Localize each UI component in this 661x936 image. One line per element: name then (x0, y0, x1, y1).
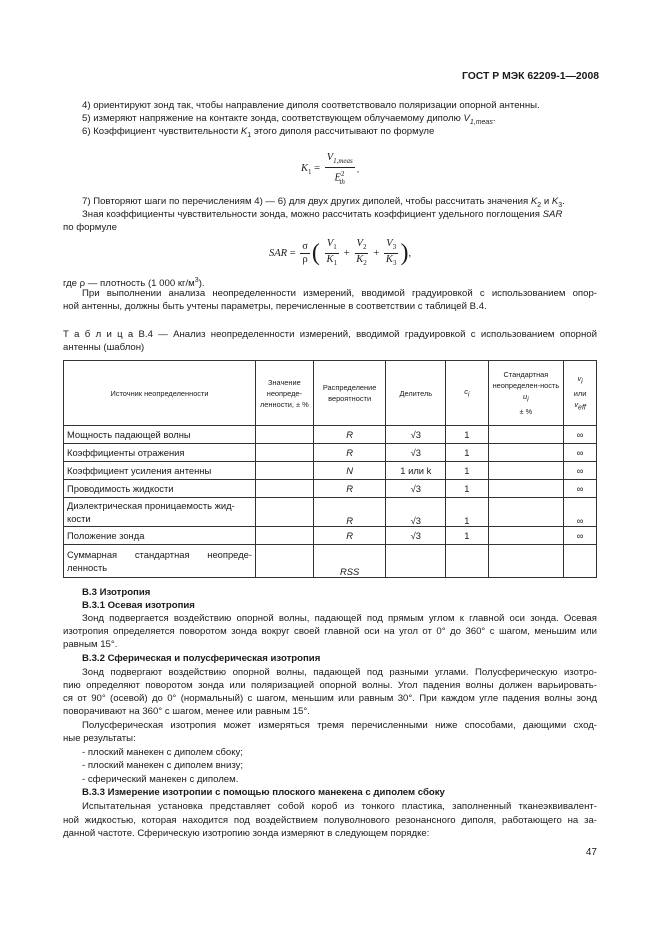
header-vi-sub: i (581, 378, 583, 386)
formula-sar-sigma: σ (302, 241, 308, 253)
uncertainty-table (63, 360, 597, 578)
b32-para2-line-2: ные результаты: (63, 733, 136, 744)
row-distribution: R (313, 444, 386, 462)
para-8-sar: SAR (542, 209, 563, 220)
formula-sar-v1: V (326, 238, 334, 249)
row-std (488, 426, 564, 444)
step-6-var: K (240, 126, 248, 137)
b31-para-line-1: Зонд подвергается воздействию опорной волны, падающей под прямым углом к главной оси зонда. Осевая (82, 613, 597, 624)
formula-sar-sigma-rho (300, 241, 310, 266)
row-std (488, 527, 564, 545)
row-dof: ∞ (564, 527, 597, 545)
row-divisor: √3 (386, 527, 446, 545)
row-std (488, 498, 564, 527)
row-ci: 1 (446, 462, 488, 480)
section-b3-heading: В.3 Изотропия (82, 587, 151, 598)
formula-k1-tail: . (356, 164, 360, 176)
table-row (64, 480, 597, 498)
header-dof (564, 361, 597, 426)
formula-k1-num-sub: 1,meas (333, 157, 353, 166)
formula-sar-tail: , (408, 248, 412, 260)
row-dof: ∞ (564, 426, 597, 444)
step-6 (82, 125, 434, 142)
row-divisor: √3 (386, 426, 446, 444)
row-ci: 1 (446, 480, 488, 498)
formula-k1-num: V (326, 152, 334, 163)
row-source: Мощность падающей волны (64, 426, 256, 444)
row-source-line-1: Диэлектрическая проницаемость жид- (67, 500, 235, 511)
row-source-line-2: кости (67, 513, 91, 524)
formula-sar-k2: K (356, 254, 364, 266)
table-row (64, 527, 597, 545)
row-value (256, 480, 314, 498)
row-std (488, 444, 564, 462)
total-std (488, 545, 564, 578)
list-item: - плоский манекен с диполем сбоку; (82, 747, 243, 758)
total-source-line-2: ленность (67, 562, 108, 573)
formula-k1-lhs-sub: 1 (308, 168, 312, 177)
formula-k1-den: E (334, 172, 341, 184)
formula-sar-rparen: ) (400, 240, 409, 267)
header-veff-sub: eff (578, 403, 586, 411)
row-ci: 1 (446, 527, 488, 545)
formula-sar-v3-sub: 3 (392, 243, 397, 252)
formula-sar-plus-1: + (341, 248, 353, 260)
formula-sar-k3: K (385, 254, 393, 266)
b31-para-line-3: равным 15°. (63, 639, 118, 650)
step-4: 4) ориентируют зонд так, чтобы направление диполя соответствовало поляризации опорной антенны. (82, 100, 540, 111)
step-7-k2-sub: 2 (537, 201, 542, 209)
header-std-unit: ± % (519, 406, 533, 416)
table-row (64, 426, 597, 444)
formula-k1-lhs: K (301, 163, 309, 175)
header-std-uncertainty (488, 361, 564, 426)
header-source: Источник неопределенности (64, 361, 256, 426)
row-ci: 1 (446, 426, 488, 444)
table-total-row (64, 545, 597, 578)
formula-k1-den-sup: 2 (340, 170, 345, 179)
step-7-k3-sub: 3 (558, 201, 563, 209)
row-dof: ∞ (564, 444, 597, 462)
formula-k1-fraction (325, 152, 355, 188)
list-item: - сферический манекен с диполем. (82, 774, 239, 785)
table-caption-line-1: Т а б л и ц а В.4 — Анализ неопределенности измерений, вводимой градуировкой с использованием опорной (63, 329, 597, 340)
formula-sar-lhs: SAR (269, 248, 288, 260)
row-divisor: 1 или k (386, 462, 446, 480)
header-vi: v (577, 374, 582, 384)
step-6-end: этого диполя рассчитывают по формуле (251, 126, 435, 137)
b33-para-line-1: Испытательная установка представляет собой короб из тонкого пластика, заполненный тканеэквивалент- (82, 801, 597, 812)
formula-sar-frac-3 (384, 238, 399, 269)
row-divisor: √3 (386, 444, 446, 462)
formula-k1-eq: = (311, 163, 323, 175)
header-ci-sub: i (467, 391, 470, 399)
para-8-line-1 (82, 208, 562, 221)
header-value: Значение неопреде-ленности, ± % (256, 361, 314, 426)
total-value (256, 545, 314, 578)
row-std (488, 480, 564, 498)
row-source: Коэффициент усиления антенны (64, 462, 256, 480)
formula-sar-frac-1 (325, 238, 340, 269)
formula-k1-den-sub: th (339, 177, 345, 186)
row-distribution: R (313, 498, 386, 527)
row-ci: 1 (446, 498, 488, 527)
header-std-u: u (523, 392, 528, 402)
row-value (256, 444, 314, 462)
rho-definition-text: где ρ — плотность (1 000 кг/м (63, 278, 195, 290)
row-std (488, 462, 564, 480)
formula-sar-rho: ρ (302, 254, 308, 266)
row-distribution: R (313, 527, 386, 545)
section-b33-heading: В.3.3 Измерение изотропии с помощью плоского манекена с диполем сбоку (82, 787, 445, 798)
row-source: Коэффициенты отражения (64, 444, 256, 462)
header-vi-or: или (573, 388, 587, 398)
step-5-sub: 1,meas (469, 118, 493, 126)
step-6-text: 6) Коэффициент чувствительности (82, 126, 241, 137)
row-source: Положение зонда (64, 527, 256, 545)
row-distribution: R (313, 426, 386, 444)
total-distribution: RSS (313, 545, 386, 578)
row-value (256, 527, 314, 545)
row-distribution: N (313, 462, 386, 480)
b33-para-line-3: данной частоте. Сферическую изотропию зонда измеряют в следующем порядке: (63, 828, 430, 839)
total-ci (446, 545, 488, 578)
table-caption-line-2: антенны (шаблон) (63, 342, 145, 353)
step-6-sub: 1 (247, 131, 252, 139)
step-5-end: . (492, 113, 496, 124)
step-5-text: 5) измеряют напряжение на контакте зонда, соответствующем облучаемому диполю (82, 113, 464, 124)
formula-sar-v3: V (386, 238, 393, 249)
section-b31-heading: В.3.1 Осевая изотропия (82, 600, 195, 611)
row-ci: 1 (446, 444, 488, 462)
rho-definition-sup: 3 (194, 277, 199, 284)
formula-sar-eq: = (287, 248, 299, 260)
para-8-line-2: по формуле (63, 222, 117, 233)
header-veff: v (574, 399, 579, 409)
table-row (64, 498, 597, 527)
rho-definition-end: ). (198, 278, 205, 290)
row-value (256, 498, 314, 527)
row-source (64, 498, 256, 527)
b32-para1-line-3: ся от 90° (осевой) до 0° (нормальный) с шагом, меньшим или равным 30°. При каждом угле падения волны зонд (63, 693, 597, 704)
section-b32-heading: В.3.2 Сферическая и полусферическая изотропия (82, 653, 321, 664)
row-dof: ∞ (564, 480, 597, 498)
total-divisor (386, 545, 446, 578)
total-source-line-1: Суммарная стандартная неопреде- (67, 549, 252, 560)
formula-sar-k1: K (326, 254, 334, 266)
b33-para-line-2: ной жидкостью, которая находится под воздействием полуволнового резонансного диполя, работающего на за- (63, 815, 597, 826)
row-dof: ∞ (564, 462, 597, 480)
row-divisor: √3 (386, 480, 446, 498)
page-number: 47 (585, 847, 597, 858)
b32-para2-line-1: Полусферическая изотропия может измеряться тремя перечисленными ниже способами, дающими сход- (82, 720, 597, 731)
row-value (256, 426, 314, 444)
para-9-line-1: При выполнении анализа неопределенности измерений, вводимой градуировкой с использованием опор- (82, 288, 597, 299)
formula-sar-k2-sub: 2 (363, 259, 367, 268)
step-7-and: и (541, 196, 552, 207)
formula-sar-lparen: ( (311, 240, 320, 267)
b32-para1-line-1: Зонд подвергают воздействию опорной волны, падающей под разными углами. Полусферическую изотро- (82, 667, 597, 678)
table-header-row (64, 361, 597, 426)
total-dof (564, 545, 597, 578)
b32-para1-line-2: пию определяют поворотом зонда или поляризацией опорной волны. Угол падения волны должен варьировать- (63, 680, 597, 691)
formula-sar-k3-sub: 3 (392, 259, 397, 268)
b32-para1-line-4: поворачивают на 360° с шагом, менее или равным 15°. (63, 706, 310, 717)
formula-sar-frac-2 (354, 238, 369, 269)
formula-sar-v2: V (356, 238, 363, 249)
step-5-var: V (463, 113, 470, 124)
header-ci (446, 361, 488, 426)
formula-sar-k1-sub: 1 (333, 259, 338, 268)
list-item: - плоский манекен с диполем внизу; (82, 760, 244, 771)
header-distribution: Распределение вероятности (313, 361, 386, 426)
para-8-text: Зная коэффициенты чувствительности зонда, можно рассчитать коэффициент удельного поглощения (82, 209, 543, 220)
row-source: Проводимость жидкости (64, 480, 256, 498)
formula-sar-v2-sub: 2 (362, 243, 367, 252)
total-source (64, 545, 256, 578)
row-divisor: √3 (386, 498, 446, 527)
step-7-k2: K (530, 196, 538, 207)
header-divisor: Делитель (386, 361, 446, 426)
row-distribution: R (313, 480, 386, 498)
header-std-u-sub: i (527, 396, 529, 404)
formula-sar-plus-2: + (370, 248, 382, 260)
row-value (256, 462, 314, 480)
formula-k1 (301, 152, 359, 188)
b31-para-line-2: изотропия определяется поворотом зонда вокруг своей главной оси на угол от 0° до 360° с шагом, меньшим или (63, 626, 597, 637)
header-std-text: Стандартная неопределен-ность (492, 370, 560, 391)
step-7-k3: K (551, 196, 559, 207)
table-row (64, 462, 597, 480)
formula-sar (269, 238, 411, 269)
document-header: ГОСТ Р МЭК 62209-1—2008 (461, 71, 599, 82)
row-dof: ∞ (564, 498, 597, 527)
table-row (64, 444, 597, 462)
step-7-text: 7) Повторяют шаги по перечислениям 4) — 6) для двух других диполей, чтобы рассчитать значения (82, 196, 531, 207)
step-7-end: . (562, 196, 565, 207)
header-ci-var: c (464, 386, 468, 396)
formula-sar-v1-sub: 1 (333, 243, 337, 252)
para-9-line-2: ной антенны, должны быть учтены параметры, перечисленные в соответствии с таблицей В.4. (63, 301, 487, 312)
